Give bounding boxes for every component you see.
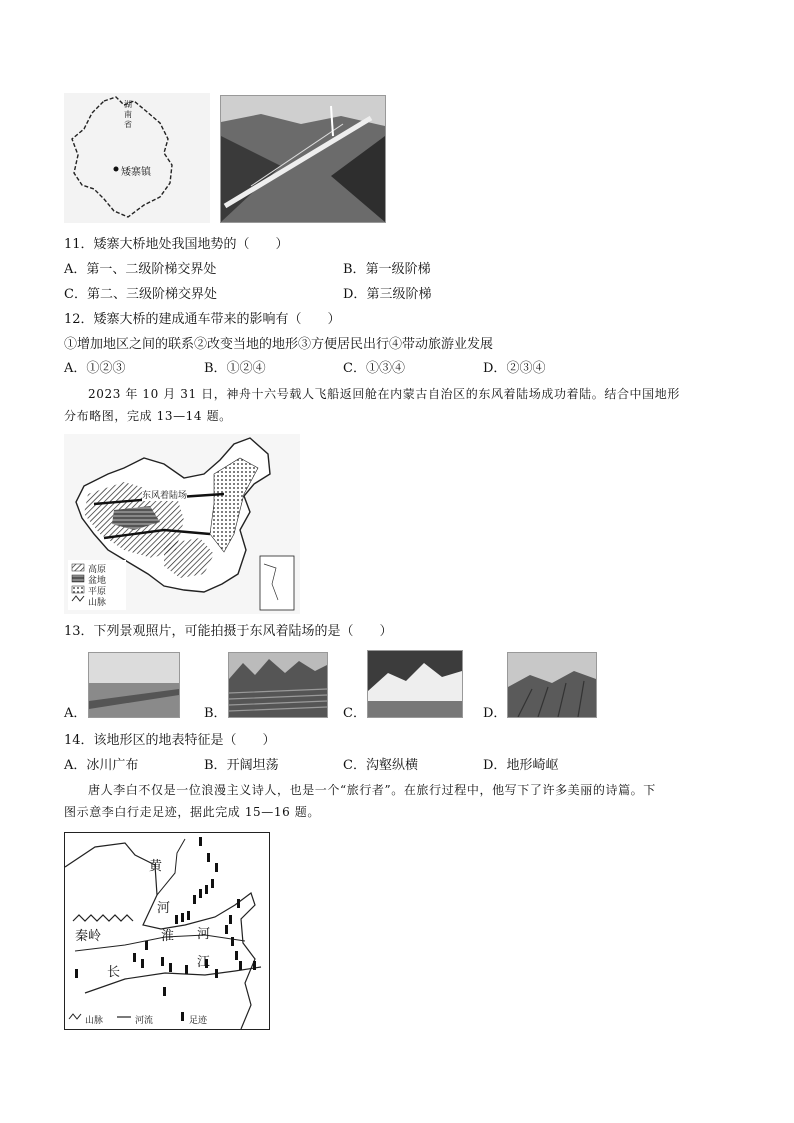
option-letter: C． xyxy=(343,361,366,376)
landscape-photo-a xyxy=(88,652,180,718)
q14-option-c[interactable] xyxy=(343,758,418,774)
legend-mountain: 山脉 xyxy=(85,1016,104,1026)
option-text: 地形崎岖 xyxy=(506,758,559,773)
map-place-label: 矮寨镇 xyxy=(121,167,151,178)
question-14-stem: 14．该地形区的地表特征是（ ） xyxy=(64,733,276,748)
bridge-photo xyxy=(220,95,386,223)
option-text: 第二、三级阶梯交界处 xyxy=(86,287,217,302)
map-label-jiang: 江 xyxy=(197,955,211,970)
q13-option-d[interactable] xyxy=(483,652,603,720)
question-11-stem: 11．矮寨大桥地处我国地势的（ ） xyxy=(64,237,289,252)
legend-basin: 盆地 xyxy=(88,576,107,586)
photo-b-svg xyxy=(229,653,327,717)
option-letter: A． xyxy=(64,262,87,277)
q13-option-b[interactable] xyxy=(204,652,330,720)
q11-option-c[interactable] xyxy=(64,287,217,303)
q12-option-c[interactable] xyxy=(343,361,405,377)
option-letter: C． xyxy=(343,706,366,721)
figure-2-china-terrain-map xyxy=(64,434,300,614)
question-13-stem: 13．下列景观照片，可能拍摄于东风着陆场的是（ ） xyxy=(64,624,393,639)
q11-option-a[interactable] xyxy=(64,262,216,278)
site-label: 东风着陆场 xyxy=(142,488,187,501)
option-text: ①②③ xyxy=(86,361,126,376)
q14-option-d[interactable] xyxy=(483,758,558,774)
q11-option-b[interactable] xyxy=(343,262,431,278)
intro-line-1: 2023 年 10 月 31 日，神舟十六号载人飞船返回舱在内蒙古自治区的东风着陆场成功着陆。结合中国地形 xyxy=(88,387,680,401)
q14-option-a[interactable] xyxy=(64,758,138,774)
legend-plain: 平原 xyxy=(88,587,107,597)
option-text: 第一级阶梯 xyxy=(365,262,431,277)
map-label-qinling: 秦岭 xyxy=(75,929,102,944)
q12-option-a[interactable] xyxy=(64,361,125,377)
intro-13-14 xyxy=(64,383,734,427)
option-letter: C． xyxy=(343,758,366,773)
legend-plateau: 高原 xyxy=(88,565,107,575)
option-letter: B． xyxy=(204,361,227,376)
map-label-he1: 河 xyxy=(157,901,171,916)
photo-c-svg xyxy=(368,651,462,717)
q12-option-b[interactable] xyxy=(204,361,266,377)
option-letter: D． xyxy=(483,361,507,376)
option-letter: D． xyxy=(343,287,367,302)
option-text: 沟壑纵横 xyxy=(365,758,418,773)
option-letter: A． xyxy=(64,706,87,721)
landscape-photo-d xyxy=(507,652,597,718)
option-text: 第三级阶梯 xyxy=(366,287,432,302)
option-text: 冰川广布 xyxy=(86,758,139,773)
option-letter: D． xyxy=(483,706,507,721)
intro-line-2: 分布略图，完成 13—14 题。 xyxy=(64,409,232,423)
option-text: ②③④ xyxy=(506,361,546,376)
landscape-photo-c xyxy=(367,650,463,718)
q13-option-a[interactable] xyxy=(64,652,184,720)
locator-map-svg xyxy=(64,93,210,223)
q14-option-b[interactable] xyxy=(204,758,279,774)
map-side-label: 南 xyxy=(124,110,132,119)
option-letter: A． xyxy=(64,758,87,773)
intro-line-2: 图示意李白行走足迹，据此完成 15—16 题。 xyxy=(64,805,320,819)
photo-d-svg xyxy=(508,653,596,717)
option-letter: B． xyxy=(204,706,227,721)
map-label-he2: 河 xyxy=(197,927,211,942)
option-text: 开阔坦荡 xyxy=(226,758,279,773)
option-letter: B． xyxy=(343,262,366,277)
legend-footprint: 足迹 xyxy=(189,1016,208,1026)
map-label-chang: 长 xyxy=(107,965,121,980)
question-12-statements: ①增加地区之间的联系②改变当地的地形③方便居民出行④带动旅游业发展 xyxy=(64,337,494,352)
option-letter: D． xyxy=(483,758,507,773)
option-letter: A． xyxy=(64,361,87,376)
option-text: 第一、二级阶梯交界处 xyxy=(86,262,217,277)
q13-option-c[interactable] xyxy=(343,650,467,720)
option-text: ①③④ xyxy=(365,361,405,376)
map-side-label: 湖 xyxy=(124,100,132,109)
locator-map xyxy=(64,93,210,223)
q12-option-d[interactable] xyxy=(483,361,545,377)
intro-15-16 xyxy=(64,779,734,823)
landscape-photo-b xyxy=(228,652,328,718)
legend-mountain: 山脉 xyxy=(88,598,107,608)
figure-3-footprint-map xyxy=(64,832,270,1030)
option-text: ①②④ xyxy=(226,361,266,376)
figure-1 xyxy=(64,93,384,223)
bridge-photo-svg xyxy=(221,96,385,222)
intro-line-1: 唐人李白不仅是一位浪漫主义诗人，也是一个“旅行者”。在旅行过程中，他写下了许多美丽的诗篇。下 xyxy=(88,783,656,797)
photo-a-svg xyxy=(89,653,179,717)
legend-river: 河流 xyxy=(135,1016,154,1026)
q11-option-d[interactable] xyxy=(343,287,431,303)
question-12-stem: 12．矮寨大桥的建成通车带来的影响有（ ） xyxy=(64,312,341,327)
map-side-label: 省 xyxy=(124,120,132,129)
option-letter: C． xyxy=(64,287,87,302)
map-label-huai: 淮 xyxy=(161,929,175,944)
map-label-huang: 黄 xyxy=(149,859,163,874)
option-letter: B． xyxy=(204,758,227,773)
